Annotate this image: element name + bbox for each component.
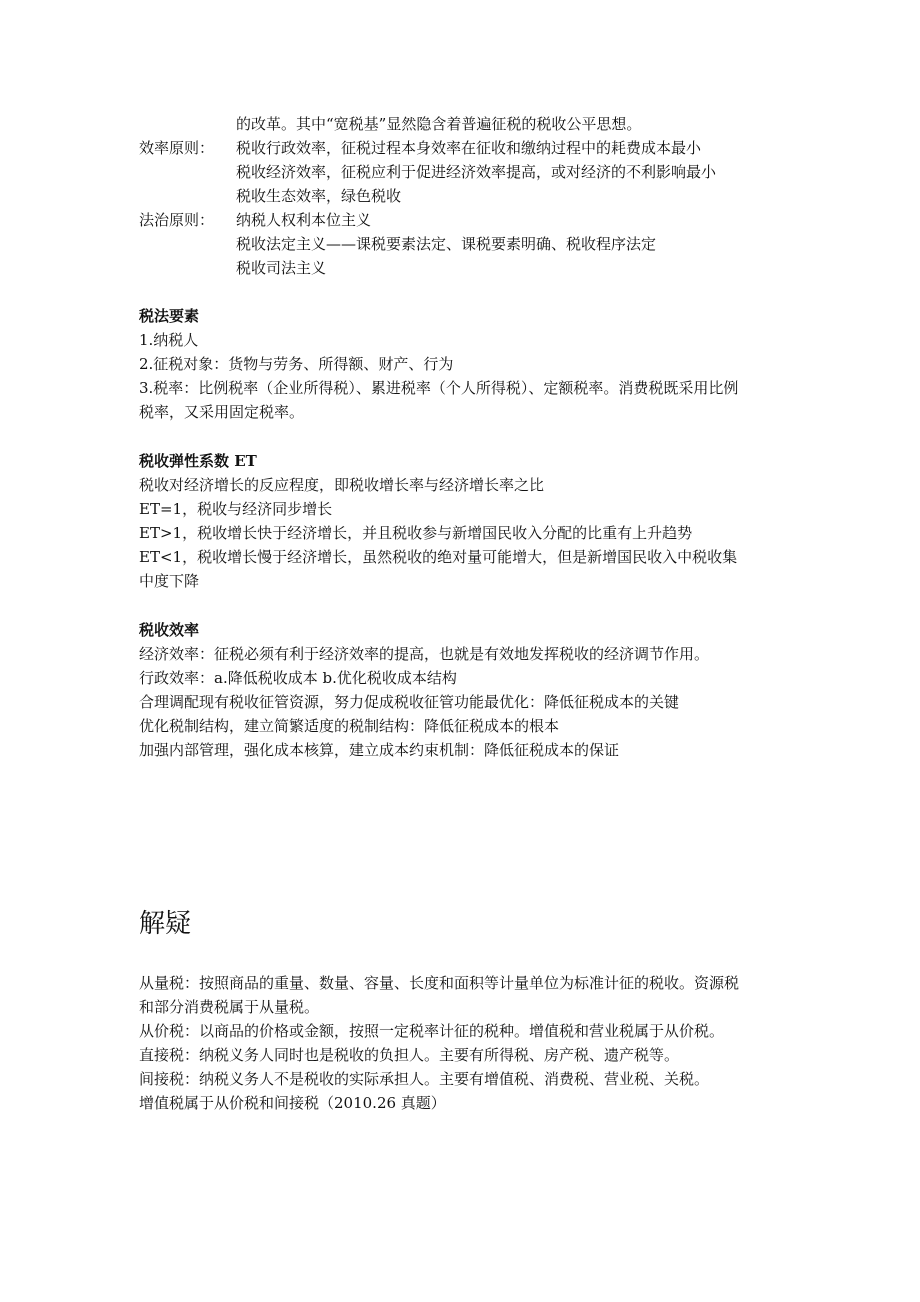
tax-efficiency-heading: 税收效率 <box>139 621 200 639</box>
efficiency-item: 税收生态效率，绿色税收 <box>236 187 402 205</box>
tax-elasticity-heading: 税收弹性系数 ET <box>139 452 257 470</box>
tax-efficiency-line: 经济效率：征税必须有利于经济效率的提高，也就是有效地发挥税收的经济调节作用。 <box>139 645 710 663</box>
tax-efficiency-line: 行政效率：a.降低税收成本 b.优化税收成本结构 <box>139 669 457 687</box>
rule-of-law-label: 法治原则： <box>139 211 215 229</box>
tax-elasticity-line: 税收对经济增长的反应程度，即税收增长率与经济增长率之比 <box>139 476 545 494</box>
tax-law-elements-line: 2.征税对象：货物与劳务、所得额、财产、行为 <box>139 355 454 373</box>
intro-continuation: 的改革。其中“宽税基”显然隐含着普遍征税的税收公平思想。 <box>236 115 642 133</box>
efficiency-item: 税收经济效率，征税应利于促进经济效率提高，或对经济的不利影响最小 <box>236 163 717 181</box>
efficiency-principle-label: 效率原则： <box>139 139 215 157</box>
faq-heading: 解疑 <box>139 909 192 939</box>
tax-elasticity-line: 中度下降 <box>139 572 200 590</box>
tax-law-elements-line: 1.纳税人 <box>139 331 199 349</box>
tax-elasticity-line: ET=1，税收与经济同步增长 <box>139 500 333 518</box>
tax-elasticity-line: ET<1，税收增长慢于经济增长，虽然税收的绝对量可能增大，但是新增国民收入中税收集 <box>139 548 738 566</box>
faq-line: 从量税：按照商品的重量、数量、容量、长度和面积等计量单位为标准计征的税收。资源税 <box>139 974 740 992</box>
tax-law-elements-heading: 税法要素 <box>139 307 200 325</box>
faq-line: 和部分消费税属于从量税。 <box>139 998 320 1016</box>
tax-efficiency-line: 合理调配现有税收征管资源，努力促成税收征管功能最优化：降低征税成本的关键 <box>139 693 680 711</box>
tax-law-elements-line: 3.税率：比例税率（企业所得税）、累进税率（个人所得税）、定额税率。消费税既采用比例 <box>139 379 739 397</box>
rule-of-law-item: 税收法定主义——课税要素法定、课税要素明确、税收程序法定 <box>236 235 657 253</box>
tax-law-elements-line: 税率，又采用固定税率。 <box>139 403 305 421</box>
faq-line: 直接税：纳税义务人同时也是税收的负担人。主要有所得税、房产税、遗产税等。 <box>139 1046 680 1064</box>
faq-line: 从价税：以商品的价格或金额，按照一定税率计征的税种。增值税和营业税属于从价税。 <box>139 1022 725 1040</box>
tax-elasticity-line: ET>1，税收增长快于经济增长，并且税收参与新增国民收入分配的比重有上升趋势 <box>139 524 693 542</box>
rule-of-law-item: 纳税人权利本位主义 <box>236 211 372 229</box>
tax-efficiency-line: 优化税制结构，建立简繁适度的税制结构：降低征税成本的根本 <box>139 717 560 735</box>
tax-efficiency-line: 加强内部管理，强化成本核算，建立成本约束机制：降低征税成本的保证 <box>139 741 620 759</box>
rule-of-law-item: 税收司法主义 <box>236 259 327 277</box>
faq-line: 间接税：纳税义务人不是税收的实际承担人。主要有增值税、消费税、营业税、关税。 <box>139 1070 710 1088</box>
faq-line: 增值税属于从价税和间接税（2010.26 真题） <box>139 1094 446 1112</box>
efficiency-item: 税收行政效率，征税过程本身效率在征收和缴纳过程中的耗费成本最小 <box>236 139 702 157</box>
